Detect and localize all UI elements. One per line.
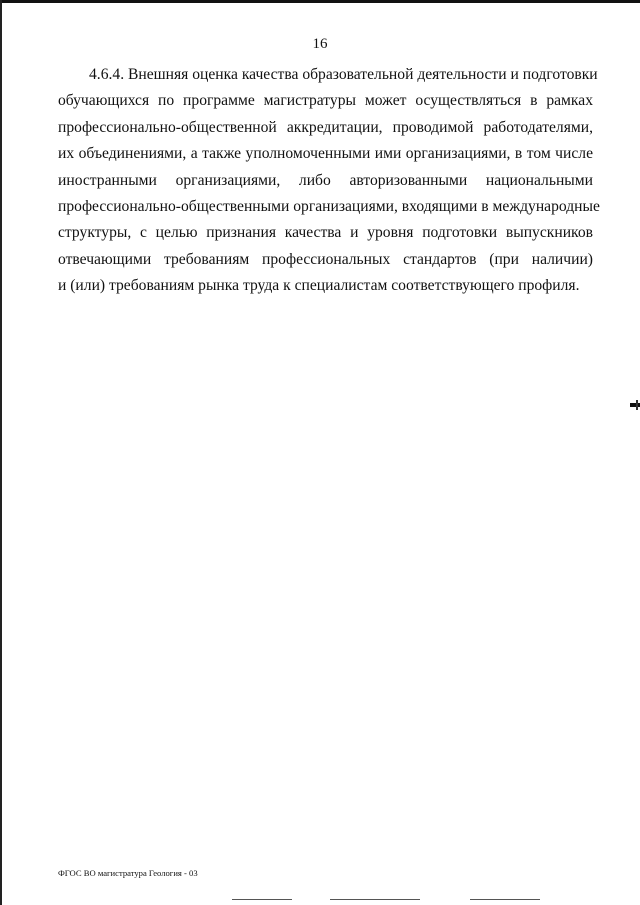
paragraph-line: структуры, с целью признания качества и уровня подготовки выпускников (58, 224, 593, 242)
scan-dash (232, 899, 292, 900)
paragraph-line: их объединениями, а также уполномоченными ими организациями, в том числе (58, 145, 593, 163)
scan-dash (330, 899, 420, 900)
scan-mark (630, 403, 640, 407)
paragraph-line: иностранными организациями, либо авторизованными национальными (58, 171, 593, 189)
scan-dash (470, 899, 540, 900)
scan-edge-left (0, 0, 2, 905)
scan-edge-top (0, 0, 640, 3)
page-number: 16 (312, 36, 328, 52)
paragraph-line: обучающихся по программе магистратуры может осуществляться в рамках (58, 92, 593, 110)
footer-document-code: ФГОС ВО магистратура Геология - 03 (58, 868, 198, 878)
paragraph-line: 4.6.4. Внешняя оценка качества образовательной деятельности и подготовки (89, 66, 598, 83)
paragraph-line: профессионально-общественными организациями, входящими в международные (58, 198, 600, 216)
paragraph-line: и (или) требованиям рынка труда к специалистам соответствующего профиля. (58, 277, 580, 295)
paragraph-line: профессионально-общественной аккредитации, проводимой работодателями, (58, 118, 593, 136)
paragraph-line: отвечающими требованиям профессиональных стандартов (при наличии) (58, 250, 593, 268)
paragraph-4-6-4 (58, 62, 600, 300)
